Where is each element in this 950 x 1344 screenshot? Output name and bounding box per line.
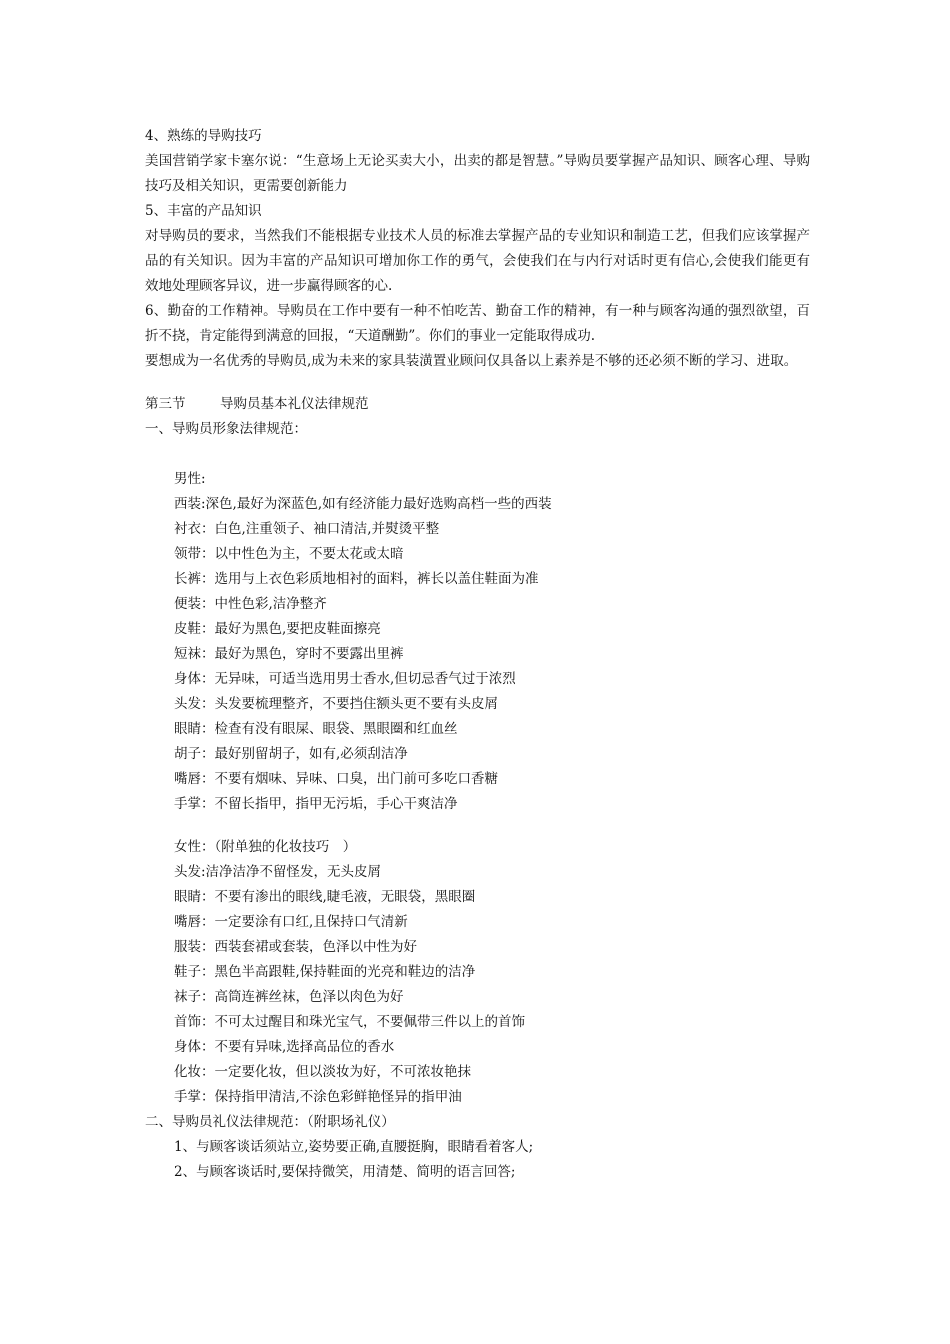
part5-body: 对导购员的要求，当然我们不能根据专业技术人员的标准去掌握产品的专业知识和制造工艺，但我们应该掌握产品的有关知识。因为丰富的产品知识可增加你工作的勇气，会使我们在与内行对话时更有信心,会使我们能更有效地处理顾客异议，进一步赢得顾客的心. bbox=[145, 228, 810, 294]
list-item: 手掌：不留长指甲，指甲无污垢，手心干爽洁净 bbox=[174, 796, 458, 812]
document-page bbox=[145, 124, 810, 1185]
spacer bbox=[145, 442, 810, 467]
list-item: 皮鞋：最好为黑色,要把皮鞋面擦亮 bbox=[174, 621, 381, 637]
list-item: 1、与顾客谈话须站立,姿势要正确,直腰挺胸，眼睛看着客人; bbox=[174, 1139, 534, 1155]
list-item: 首饰：不可太过醒目和珠光宝气，不要佩带三件以上的首饰 bbox=[174, 1014, 525, 1030]
list-item: 衬衣：白色,注重领子、袖口清洁,并熨烫平整 bbox=[174, 521, 440, 537]
section-title-text: 导购员基本礼仪法律规范 bbox=[220, 396, 369, 412]
list-item: 眼睛：不要有渗出的眼线,睫毛液，无眼袋，黑眼圈 bbox=[174, 889, 476, 905]
spacer bbox=[145, 374, 810, 392]
list-item: 身体：无异味，可适当选用男士香水,但切忌香气过于浓烈 bbox=[174, 671, 516, 687]
section-number: 第三节 bbox=[145, 396, 186, 412]
list-item: 服装：西装套裙或套装，色泽以中性为好 bbox=[174, 939, 417, 955]
list-item: 头发:洁净洁净不留怪发，无头皮屑 bbox=[174, 864, 382, 880]
male-label: 男性: bbox=[174, 471, 206, 487]
list-item: 嘴唇：不要有烟味、异味、口臭，出门前可多吃口香糖 bbox=[174, 771, 498, 787]
list-item: 手掌：保持指甲清洁,不涂色彩鲜艳怪异的指甲油 bbox=[174, 1089, 462, 1105]
list-item: 袜子：高筒连裤丝袜，色泽以肉色为好 bbox=[174, 989, 404, 1005]
female-label: 女性：（附单独的化妆技巧 ） bbox=[174, 839, 357, 855]
part6-body: 6、勤奋的工作精神。导购员在工作中要有一种不怕吃苦、勤奋工作的精神，有一种与顾客沟通的强烈欲望，百折不挠，肯定能得到满意的回报，“天道酬勤”。你们的事业一定能取得成功. bbox=[145, 303, 810, 344]
list-item: 2、与顾客谈话时,要保持微笑，用清楚、简明的语言回答; bbox=[174, 1164, 516, 1180]
list-item: 便装：中性色彩,洁净整齐 bbox=[174, 596, 327, 612]
list-item: 长裤：选用与上衣色彩质地相衬的面料，裤长以盖住鞋面为准 bbox=[174, 571, 539, 587]
list-item: 胡子：最好别留胡子，如有,必须刮洁净 bbox=[174, 746, 408, 762]
list-item: 嘴唇：一定要涂有口红,且保持口气清新 bbox=[174, 914, 408, 930]
list-item: 领带：以中性色为主，不要太花或太暗 bbox=[174, 546, 404, 562]
list-item: 身体：不要有异味,选择高品位的香水 bbox=[174, 1039, 395, 1055]
closing-paragraph: 要想成为一名优秀的导购员,成为未来的家具装潢置业顾问仅具备以上素养是不够的还必须不断的学习、进取。 bbox=[145, 353, 798, 369]
list-item: 短袜：最好为黑色，穿时不要露出里裤 bbox=[174, 646, 404, 662]
etiquette-norms-heading: 二、导购员礼仪法律规范：（附职场礼仪） bbox=[145, 1114, 395, 1130]
spacer bbox=[145, 817, 810, 835]
female-items-list bbox=[145, 860, 810, 1110]
list-item: 化妆：一定要化妆，但以淡妆为好，不可浓妆艳抹 bbox=[174, 1064, 471, 1080]
list-item: 头发：头发要梳理整齐，不要挡住额头更不要有头皮屑 bbox=[174, 696, 498, 712]
image-norms-heading: 一、导购员形象法律规范： bbox=[145, 421, 307, 437]
section-title bbox=[145, 392, 810, 417]
list-item: 西装:深色,最好为深蓝色,如有经济能力最好选购高档一些的西装 bbox=[174, 496, 552, 512]
male-items-list bbox=[145, 492, 810, 817]
part5-heading: 5、丰富的产品知识 bbox=[145, 203, 262, 219]
part4-body: 美国营销学家卡塞尔说：“生意场上无论买卖大小，出卖的都是智慧。”导购员要掌握产品知识、顾客心理、导购技巧及相关知识，更需要创新能力 bbox=[145, 153, 810, 194]
part4-heading: 4、熟练的导购技巧 bbox=[145, 128, 262, 144]
list-item: 鞋子：黑色半高跟鞋,保持鞋面的光亮和鞋边的洁净 bbox=[174, 964, 476, 980]
list-item: 眼睛：检查有没有眼屎、眼袋、黑眼圈和红血丝 bbox=[174, 721, 458, 737]
